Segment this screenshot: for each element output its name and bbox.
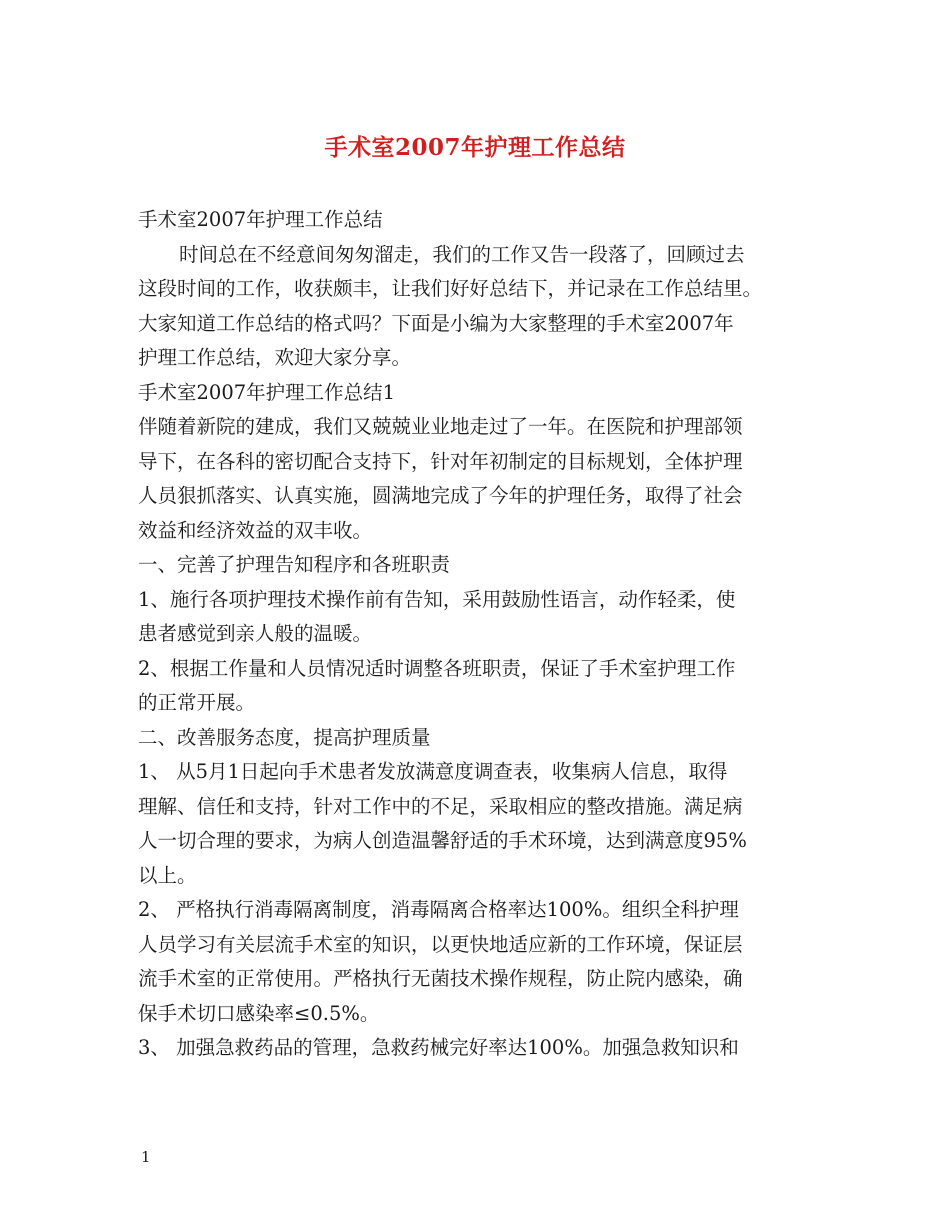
body-line: 1、施行各项护理技术操作前有告知，采用鼓励性语言，动作轻柔，使 xyxy=(138,587,736,611)
body-line: 保手术切口感染率≤0.5%。 xyxy=(138,1001,380,1025)
body-line: 人员学习有关层流手术室的知识，以更快地适应新的工作环境，保证层 xyxy=(138,932,743,956)
body-line: 理解、信任和支持，针对工作中的不足，采取相应的整改措施。满足病 xyxy=(138,794,743,818)
body-line: 以上。 xyxy=(138,863,197,887)
body-line: 人一切合理的要求，为病人创造温馨舒适的手术环境，达到满意度95% xyxy=(138,829,747,852)
body-line: 伴随着新院的建成，我们又兢兢业业地走过了一年。在医院和护理部领 xyxy=(138,415,743,438)
body-line: 2、根据工作量和人员情况适时调整各班职责，保证了手术室护理工作 xyxy=(138,656,736,680)
body-line: 一、完善了护理告知程序和各班职责 xyxy=(138,553,451,576)
body-line: 手术室2007年护理工作总结1 xyxy=(138,380,396,404)
body-line: 这段时间的工作，收获颇丰，让我们好好总结下，并记录在工作总结里。 xyxy=(138,277,763,300)
body-line: 1、 从5月1日起向手术患者发放满意度调查表，收集病人信息，取得 xyxy=(138,760,728,783)
body-line: 护理工作总结，欢迎大家分享。 xyxy=(138,346,412,369)
body-line: 效益和经济效益的双丰收。 xyxy=(138,518,373,542)
document-body xyxy=(138,203,816,1066)
body-line: 手术室2007年护理工作总结 xyxy=(138,208,383,231)
body-line: 的正常开展。 xyxy=(138,691,256,714)
body-line: 大家知道工作总结的格式吗？下面是小编为大家整理的手术室2007年 xyxy=(138,311,734,335)
page-number: 1 xyxy=(141,1148,151,1166)
body-line: 二、改善服务态度，提高护理质量 xyxy=(138,725,431,749)
body-line: 导下，在各科的密切配合支持下，针对年初制定的目标规划，全体护理 xyxy=(138,449,743,473)
body-line: 3、 加强急救药品的管理，急救药械完好率达100%。加强急救知识和 xyxy=(138,1036,739,1059)
document-title: 手术室2007年护理工作总结 xyxy=(324,134,626,161)
body-line: 人员狠抓落实、认真实施，圆满地完成了今年的护理任务，取得了社会 xyxy=(138,484,743,507)
body-line: 时间总在不经意间匆匆溜走，我们的工作又告一段落了，回顾过去 xyxy=(179,242,745,266)
body-line: 流手术室的正常使用。严格执行无菌技术操作规程，防止院内感染，确 xyxy=(138,967,743,990)
body-line: 2、 严格执行消毒隔离制度，消毒隔离合格率达100%。组织全科护理 xyxy=(138,898,739,921)
body-line: 患者感觉到亲人般的温暖。 xyxy=(138,622,373,645)
